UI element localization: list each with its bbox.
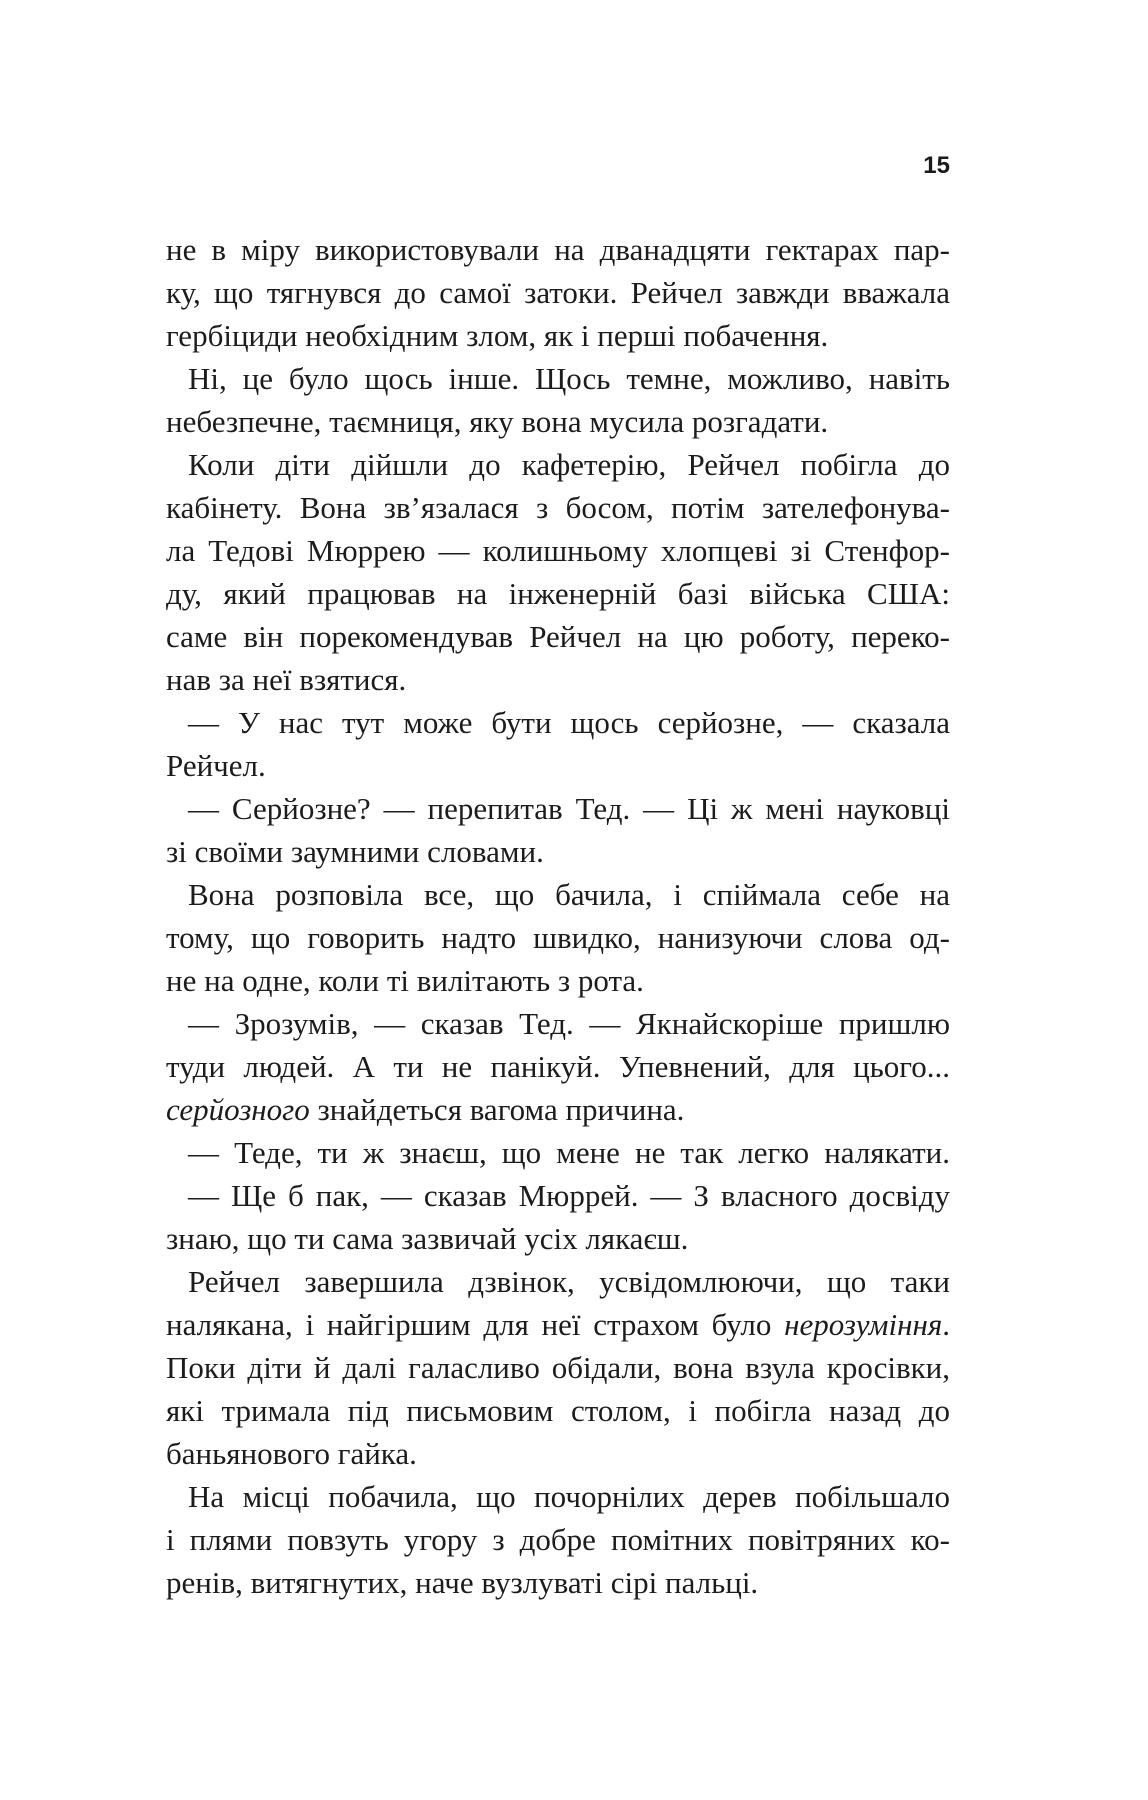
page-number: 15 xyxy=(923,152,950,179)
text-line xyxy=(166,271,950,314)
text-line xyxy=(166,486,950,529)
text-segment: Ні, це було щось інше. Щось темне, можливо, навіть xyxy=(188,361,950,396)
text-segment: ренів, витягнутих, наче вузлуваті сірі пальці. xyxy=(166,1565,759,1600)
text-segment: — Ще б пак, — сказав Мюррей. — З власного досвіду xyxy=(188,1178,950,1213)
text-segment: — Зрозумів, — сказав Тед. — Якнайскоріше пришлю xyxy=(188,1006,950,1041)
italic-text: нерозуміння xyxy=(784,1307,943,1342)
text-segment: знайдеться вагома причина. xyxy=(309,1092,685,1127)
text-line xyxy=(166,572,950,615)
text-segment: кабінету. Вона зв’язалася з босом, потім зателефонува- xyxy=(166,490,950,525)
text-line xyxy=(166,1174,950,1217)
text-line xyxy=(166,443,950,486)
text-segment: Коли діти дійшли до кафетерію, Рейчел побігла до xyxy=(188,447,950,482)
text-segment: На місці побачила, що почорнілих дерев побільшало xyxy=(188,1479,950,1514)
text-line xyxy=(166,1346,950,1389)
text-segment: Вона розповіла все, що бачила, і спіймала себе на xyxy=(188,877,950,912)
text-line xyxy=(166,357,950,400)
text-segment: не на одне, коли ті вилітають з рота. xyxy=(166,963,644,998)
text-segment: — У нас тут може бути щось серйозне, — сказала xyxy=(188,705,950,740)
text-line xyxy=(166,787,950,830)
text-segment: нав за неї взятися. xyxy=(166,662,407,697)
text-line xyxy=(166,1131,950,1174)
text-segment: ду, який працював на інженерній базі війська США: xyxy=(166,576,950,611)
text-line xyxy=(166,529,950,572)
text-line xyxy=(166,830,950,873)
text-segment: Рейчел. xyxy=(166,748,266,783)
text-line xyxy=(166,1045,950,1088)
italic-text: серйозного xyxy=(166,1092,310,1127)
text-line xyxy=(166,314,950,357)
text-line xyxy=(166,1303,950,1346)
text-segment: Рейчел завершила дзвінок, усвідомлюючи, що таки xyxy=(188,1264,950,1299)
text-line xyxy=(166,1088,950,1131)
text-line xyxy=(166,1389,950,1432)
text-segment: знаю, що ти сама зазвичай усіх лякаєш. xyxy=(166,1221,689,1256)
text-line xyxy=(166,1561,950,1604)
text-segment: гербіциди необхідним злом, як і перші побачення. xyxy=(166,318,829,353)
text-line xyxy=(166,959,950,1002)
text-segment: тому, що говорить надто швидко, нанизуючи слова од- xyxy=(166,920,950,955)
text-segment: Поки діти й далі галасливо обідали, вона взула кросівки, xyxy=(166,1350,950,1385)
text-line xyxy=(166,228,950,271)
text-line xyxy=(166,1217,950,1260)
text-line xyxy=(166,658,950,701)
text-segment: які тримала під письмовим столом, і побігла назад до xyxy=(166,1393,950,1428)
text-segment: — Теде, ти ж знаєш, що мене не так легко налякати. xyxy=(188,1135,950,1170)
text-segment: і плями повзуть угору з добре помітних повітряних ко- xyxy=(166,1522,950,1557)
text-line xyxy=(166,1432,950,1475)
text-segment: туди людей. А ти не панікуй. Упевнений, для цього... xyxy=(166,1049,950,1084)
text-line xyxy=(166,916,950,959)
text-line xyxy=(166,1002,950,1045)
text-segment: налякана, і найгіршим для неї страхом було xyxy=(166,1307,785,1342)
text-segment: ку, що тягнувся до самої затоки. Рейчел завжди вважала xyxy=(166,275,950,310)
text-line xyxy=(166,1518,950,1561)
text-segment: ла Тедові Мюррею — колишньому хлопцеві зі Стенфор- xyxy=(166,533,950,568)
text-segment: . xyxy=(942,1307,950,1342)
text-segment: не в міру використовували на дванадцяти гектарах пар- xyxy=(166,232,950,267)
text-line xyxy=(166,701,950,744)
text-line xyxy=(166,1475,950,1518)
text-line xyxy=(166,873,950,916)
text-segment: зі своїми заумними словами. xyxy=(166,834,544,869)
text-segment: баньянового гайка. xyxy=(166,1436,417,1471)
text-segment: саме він порекомендував Рейчел на цю роботу, переко- xyxy=(166,619,950,654)
text-line xyxy=(166,400,950,443)
text-segment: — Серйозне? — перепитав Тед. — Ці ж мені науковці xyxy=(188,791,950,826)
text-line xyxy=(166,744,950,787)
text-line xyxy=(166,1260,950,1303)
text-segment: небезпечне, таємниця, яку вона мусила розгадати. xyxy=(166,404,829,439)
body-text xyxy=(166,228,950,1604)
text-line xyxy=(166,615,950,658)
